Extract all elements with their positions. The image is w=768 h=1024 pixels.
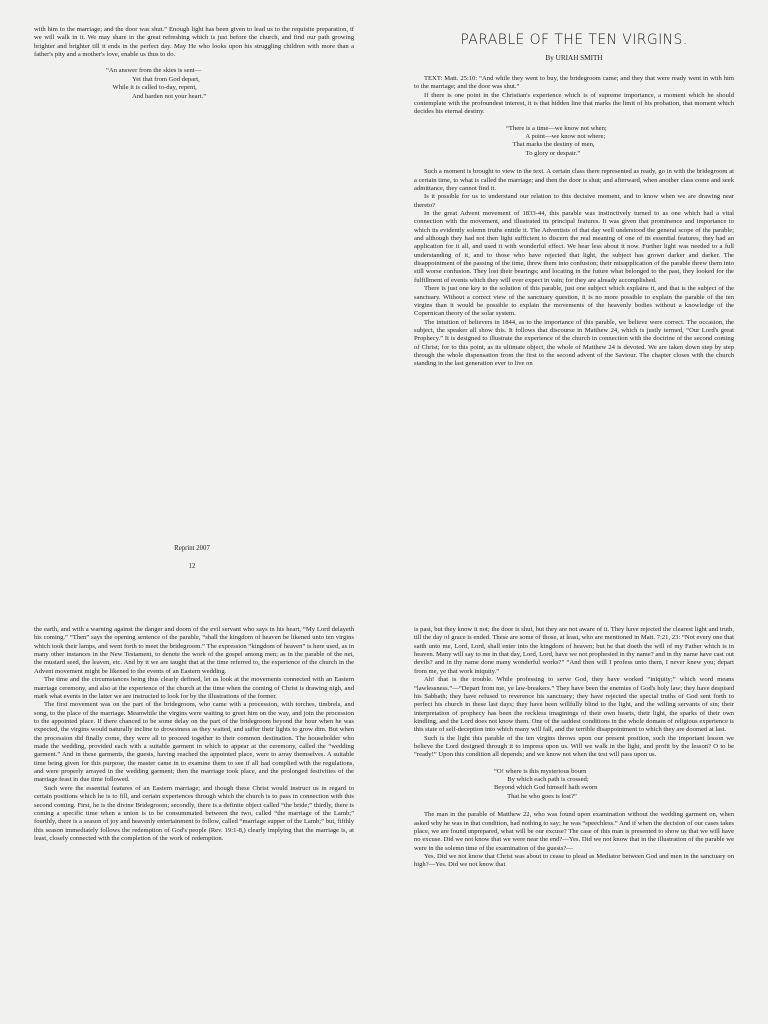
poem-line: That marks the destiny of men,	[506, 141, 595, 149]
text-quote: Matt. 25:10: “And while they went to buy, the bridegroom came; and they that were ready went in with him to the marriage; and the door was shut.”	[414, 74, 734, 91]
article-title: PARABLE OF THE TEN VIRGINS.	[460, 32, 688, 48]
poem-line: Yet that from God depart,	[106, 75, 200, 83]
paragraph: If there is one point in the Christian's experience which is of supreme importance, a moment which he should contemplate with the profoundest interest, it is that hidden line that marks the limit of his probation, that moment which decides his eternal destiny.	[414, 91, 734, 116]
article-byline: By URIAH SMITH	[545, 53, 603, 62]
paragraph: Is it possible for us to understand our relation to this decisive moment, and to know when we are drawing near thereto?	[414, 193, 734, 209]
paragraph: The intuition of believers in 1844, as to the importance of this parable, we believe were correct. The occasion, the subject, the speaker all show this. It follows that discourse in Matthew 24, which is justly termed, “Our Lord's great Prophecy.” It is designed to illustrate the experience of the church in connection with the doctrine of the second coming of Christ; for to this point, as its ultimate object, the whole of Matthew 24 is devoted. We are taken down step by step through the whole dispensation from the first to the second advent of the Saviour. The chapter closes with the church standing in the last generation ever to live on	[414, 318, 734, 368]
page-number: 12	[188, 563, 196, 570]
bourn-poem	[494, 768, 734, 801]
closing-poem	[106, 67, 354, 100]
page-12	[0, 0, 384, 512]
time-poem	[506, 125, 734, 158]
paragraph: Such is the light this parable of the ten virgins throws upon our present position, such the important lesson we believe the Lord designed through it to impress upon us. Will we walk in the light, and profit by the lesson? O to be “ready!” Upon this condition all depends; and we know not when the test will pass upon us.	[414, 734, 734, 759]
opening-paragraph: with him to the marriage; and the door was shut.” Enough light has been given to lead us to the requisite preparation, if we will walk in it. We may share in the great refreshing which is just before the church, and find our path growing brighter and brighter till it ends in the perfect day. May He who looks upon his struggling children with more than a father's pity and a mother's love, enable us thus to do.	[34, 26, 354, 59]
paragraph: the earth, and with a warning against the danger and doom of the evil servant who says in his heart, “My Lord delayeth his coming.” “Then” says the opening sentence of the parable, “shall the kingdom of heaven be likened unto ten virgins which took their lamps, and went forth to meet the bridegroom.” The expression “kingdom of heaven” is here used, as in many other instances in the New Testament, to denote the work of the gospel among men; as in the parable of the net, the mustard seed, the leaven, etc. And by it we are taught that at the time referred to, the experience of the church in the Advent movement might be likened to the events of an Eastern wedding.	[34, 626, 354, 675]
paragraph: Yes. Did we not know that Christ was about to cease to plead as Mediator between God and men in the sanctuary on high?—Yes. Did we not know that	[414, 852, 734, 869]
poem-line: “An answer from the skies is sent—	[106, 67, 202, 75]
paragraph: There is just one key to the solution of this parable, just one subject which explains it, and that is the subject of the sanctuary. Without a correct view of the sanctuary question, it is no more possible to explain the parable of the ten virgins than it would be possible to explain the movements of the heavenly bodies without a knowledge of the Copernican theory of the solar system.	[414, 285, 734, 318]
paragraph: Ah! that is the trouble. While professing to serve God, they have worked “iniquity;” which word means “lawlessness.”—“Depart from me, ye law-breakers.” They have been the enemies of God's holy law; they have despised his Sabbath; they have refused to reverence his sanctuary; they have rejected the special truths of God sent forth to perfect his church in these last days; they have been willfully blind to the light, and the willing servants of sin; their interpretation of prophecy has been the reckless imaginings of their own hearts, their light, the sparks of their own kindling, and the Lord does not know them. One of the saddest conditions in the whole domain of religious experience is this state of self-deception into which many will fall, and the terrible disappointment to which they are doomed at last.	[414, 676, 734, 734]
paragraph: In the great Advent movement of 1833-44, this parable was instinctively turned to as one which had a vital connection with the movement, and illustrated its principal features. It was given that prominence and importance to which its evidently solemn truths entitle it. The Adventists of that day well understood the general scope of the parable; and although they had not then light sufficient to discern the real meaning of one of its essential features, they had an application for it all, and used it with wonderful effect. We hear less about it now. Further light was needed to a full understanding of it, and to those who have rejected that light, the subject has grown darker and darker. The disappointment of the passing of the time, threw them into confusion; their misapplication of the parable threw them into still worse confusion. They lost their bearings; and locating in the future what belonged to the past, they looked for the fulfillment of events which they will ever expect in vain; for they are already accomplished.	[414, 209, 734, 284]
poem-line: That he who goes is lost?”	[494, 792, 577, 800]
paragraph: Such a moment is brought to view in the text. A certain class there represented as ready, go in with the bridegroom at a certain time, to what is called the marriage; and then the door is shut; and afterward, when another class come and seek admittance, they cannot find it.	[414, 168, 734, 192]
paragraph: The time and the circumstances being thus clearly defined, let us look at the movements connected with an Eastern marriage ceremony, and also at the experience of the church at the time when the coming of Christ is drawing nigh, and mark what events in the latter we are instructed to look for by the illustrations of the former.	[34, 676, 354, 700]
poem-line: To glory or despair.”	[506, 149, 581, 157]
reprint-footer: Reprint 2007	[174, 545, 210, 552]
paragraph: Such were the essential features of an Eastern marriage; and though these Christ would instruct us in regard to certain positions which he is to fill, and certain experiences through which the church is to pass in connection with this second coming. First, he is the divine Bridegroom; secondly, there is a definite object called “the bride;” thirdly, there is coming a specific time when a union is to be consummated between the two, called “the marriage of the Lamb;” fourthly, there is a season of joy and heavenly entertainment to follow, called “marriage supper of the Lamb;” but, fifthly this season immediately follows the redemption of God's people (Rev. 19:1-8,) clearly implying that the marriage is, at least, closely connected with the completion of the work of redemption.	[34, 784, 354, 842]
page-14	[0, 512, 384, 1024]
page-15	[384, 512, 768, 1024]
poem-line: “O! where is this mysterious bourn	[494, 767, 587, 775]
text-label: TEXT:	[424, 74, 443, 82]
poem-line: And harden not your heart.”	[106, 92, 207, 100]
poem-line: While it is called to-day, repent,	[106, 84, 197, 92]
scripture-text	[414, 75, 734, 92]
poem-line: Beyond which God himself hath sworn	[494, 784, 598, 792]
paragraph: is past, but they know it not; the door is shut, but they are not aware of it. They have rejected the clearest light and truth, till the day of grace is ended. These are some of those, at least, who are mentioned in Matt. 7:21, 23: “Not every one that saith unto me, Lord, Lord, shall enter into the kingdom of heaven; but he that doeth the will of my Father which is in heaven. Many will say to me in that day, Lord, Lord, have we not prophesied in thy name? and in thy name have cast out devils? and in thy name done many wonderful works?” “And then will I profess unto them, I never knew you; depart from me, ye that work iniquity.”	[414, 626, 734, 675]
poem-line: A point—we know not where;	[506, 133, 606, 141]
poem-line: “There is a time—we know not when;	[506, 124, 607, 132]
page-13	[384, 0, 768, 512]
paragraph: The first movement was on the part of the bridegroom, who came with a procession, with torches, timbrels, and song, to the place of the marriage. Meanwhile the virgins were waiting to greet him on the way, and join the procession to the appointed place. If there chanced to be some delay on the part of the bridegroom beyond the hour when he was expected, the virgins would naturally incline to drowsiness as they waited, and suffer their lights to grow dim. But when the procession did finally come, they were all to proceed together to their common destination. The householder who made the wedding, provided each with a suitable garment in which to appear at the ceremony, called the “wedding garment.” And in these garments, the guests, having reached the appointed place, were to array themselves. A suitable time being given for this purpose, the master came in to examine them to see if all had complied with the regulations, and were properly arrayed in the wedding garment; then the marriage took place, and the prolonged festivities of the marriage feast in due time followed.	[34, 701, 354, 784]
paragraph: The man in the parable of Matthew 22, who was found upon examination without the wedding garment on, when asked why he was in that condition, had nothing to say; he was “speechless.” And if when the decision of our cases takes place, we are found unprepared, what will be our excuse? The case of this man is presented to show us that we will have no excuse. Did we not know that we were near the end?—Yes. Did we not know that in the illustration of the parable we were in the solemn time of the examination of the guests?—	[414, 811, 734, 852]
poem-line: By which each path is crossed;	[494, 776, 589, 784]
